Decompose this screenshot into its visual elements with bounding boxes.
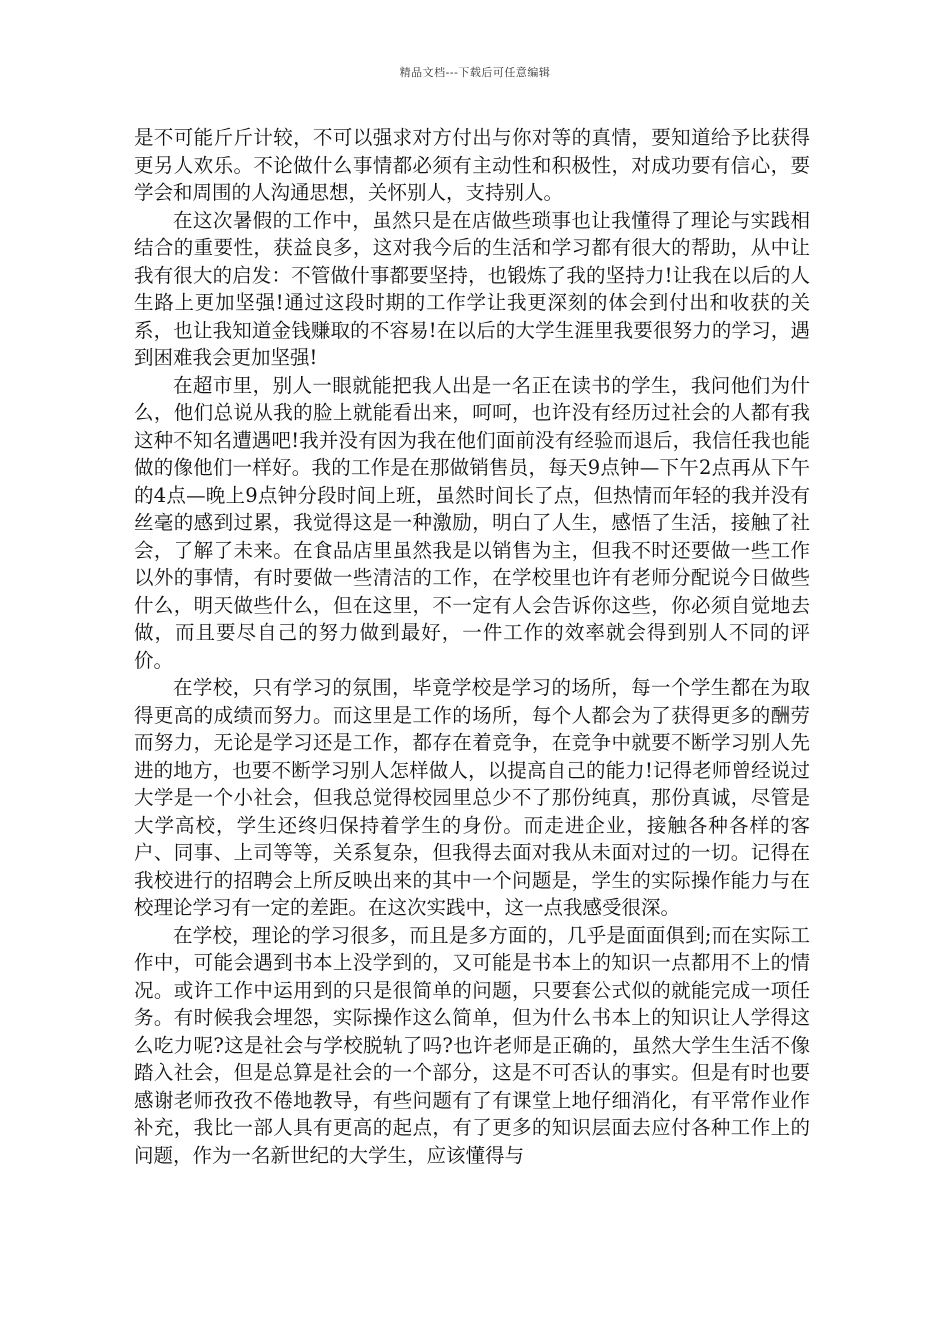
document-body: [134, 124, 810, 1169]
paragraph-2: 在这次暑假的工作中，虽然只是在店做些琐事也让我懂得了理论与实践相结合的重要性，获益良多，这对我今后的生活和学习都有很大的帮助，从中让我有很大的启发：不管做什事都要坚持，也锻炼了我的坚持力!让我在以后的人生路上更加坚强!通过这段时期的工作学让我更深刻的体会到付出和收获的关系，也让我知道金钱赚取的不容易!在以后的大学生涯里我要很努力的学习，遇到困难我会更加坚强!: [134, 208, 810, 369]
page-header: 精品文档---下载后可任意编辑: [399, 66, 551, 79]
paragraph-1: 是不可能斤斤计较，不可以强求对方付出与你对等的真情，要知道给予比获得更另人欢乐。不论做什么事情都必须有主动性和积极性，对成功要有信心，要学会和周围的人沟通思想，关怀别人，支持别人。: [134, 126, 810, 204]
paragraph-3: 在超市里，别人一眼就能把我人出是一名正在读书的学生，我问他们为什么，他们总说从我的脸上就能看出来，呵呵，也许没有经历过社会的人都有我这种不知名遭遇吧!我并没有因为我在他们面前没有经验而退后，我信任我也能做的像他们一样好。我的工作是在那做销售员，每天9点钟—下午2点再从下午的4点—晚上9点钟分段时间上班，虽然时间长了点，但热情而年轻的我并没有丝毫的感到过累，我觉得这是一种激励，明白了人生，感悟了生活，接触了社会，了解了未来。在食品店里虽然我是以销售为主，但我不时还要做一些工作以外的事情，有时要做一些清洁的工作，在学校里也许有老师分配说今日做些什么，明天做些什么，但在这里，不一定有人会告诉你这些，你必须自觉地去做，而且要尽自己的努力做到最好，一件工作的效率就会得到别人不同的评价。: [134, 373, 810, 672]
paragraph-5: 在学校，理论的学习很多，而且是多方面的，几乎是面面俱到;而在实际工作中，可能会遇到书本上没学到的，又可能是书本上的知识一点都用不上的情况。或许工作中运用到的只是很简单的问题，只要套公式似的就能完成一项任务。有时候我会埋怨，实际操作这么简单，但为什么书本上的知识让人学得这么吃力呢?这是社会与学校脱轨了吗?也许老师是正确的，虽然大学生生活不像踏入社会，但是总算是社会的一个部分，这是不可否认的事实。但是有时也要感谢老师孜孜不倦地教导，有些问题有了有课堂上地仔细消化，有平常作业作补充，我比一部人具有更高的起点，有了更多的知识层面去应付各种工作上的问题，作为一名新世纪的大学生，应该懂得与: [134, 923, 810, 1167]
paragraph-4: 在学校，只有学习的氛围，毕竟学校是学习的场所，每一个学生都在为取得更高的成绩而努力。而这里是工作的场所，每个人都会为了获得更多的酬劳而努力，无论是学习还是工作，都存在着竞争，在竞争中就要不断学习别人先进的地方，也要不断学习别人怎样做人，以提高自己的能力!记得老师曾经说过大学是一个小社会，但我总觉得校园里总少不了那份纯真，那份真诚，尽管是大学高校，学生还终归保持着学生的身份。而走进企业，接触各种各样的客户、同事、上司等等，关系复杂，但我得去面对我从未面对过的一切。记得在我校进行的招聘会上所反映出来的其中一个问题是，学生的实际操作能力与在校理论学习有一定的差距。在这次实践中，这一点我感受很深。: [134, 676, 810, 919]
